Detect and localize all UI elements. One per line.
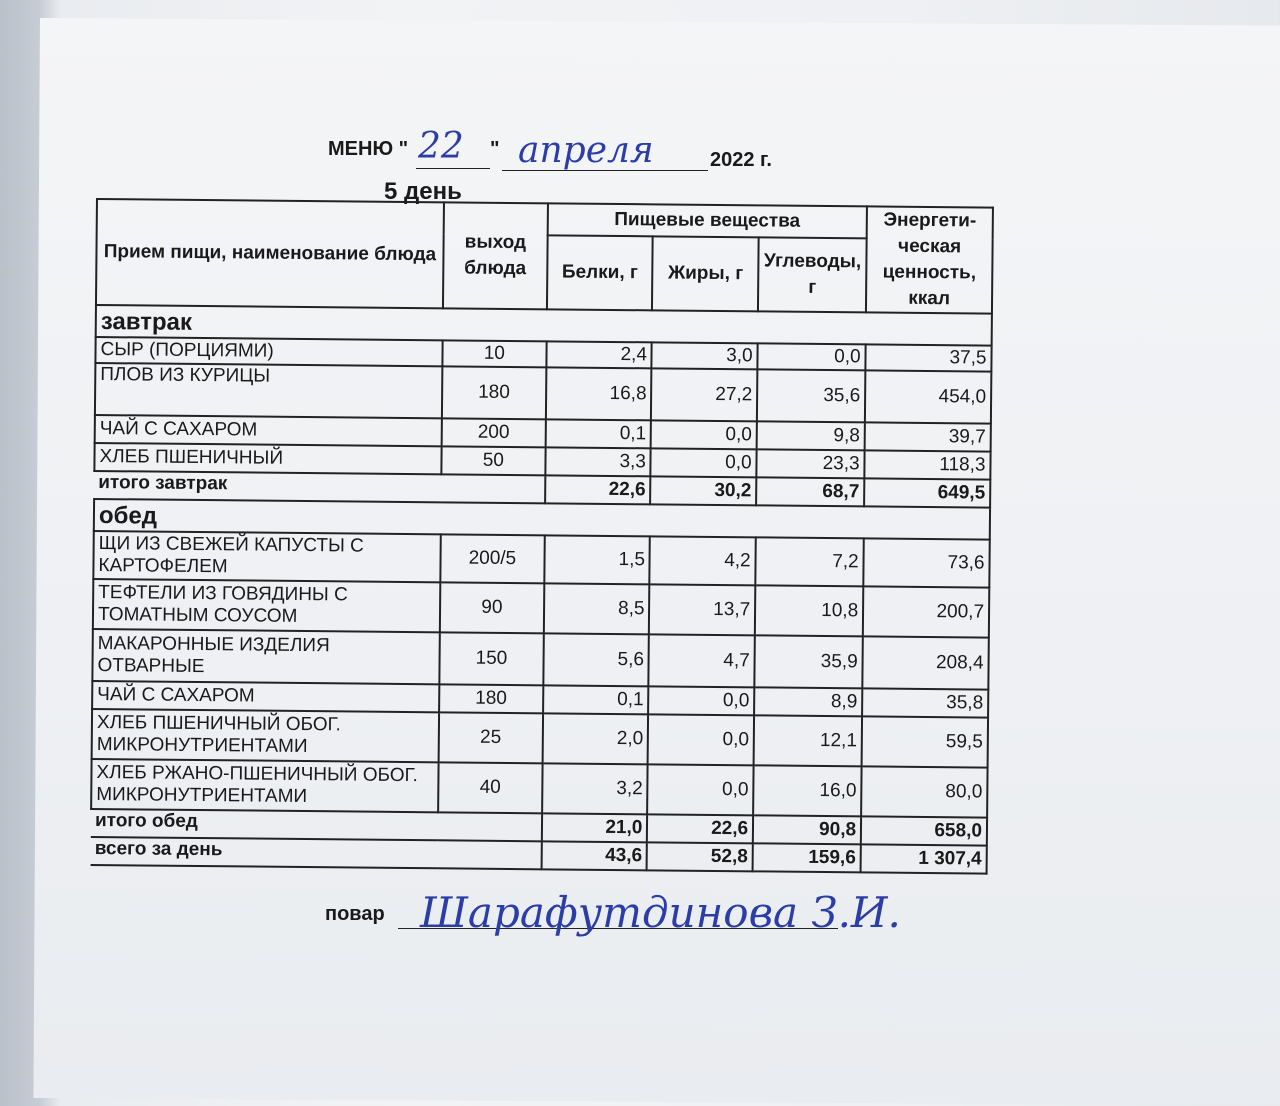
dish-fat: 0,0 <box>648 686 754 715</box>
total-protein: 43,6 <box>541 841 647 870</box>
day-underline <box>416 168 490 169</box>
dish-carbs: 35,9 <box>754 635 862 688</box>
dish-fat: 27,2 <box>651 368 757 421</box>
dish-carbs: 0,0 <box>758 343 866 370</box>
dish-name: ЩИ ИЗ СВЕЖЕЙ КАПУСТЫ С КАРТОФЕЛЕМ <box>93 531 440 582</box>
dish-energy: 35,8 <box>862 688 988 717</box>
col-fat-header: Жиры, г <box>652 236 758 311</box>
dish-carbs: 23,3 <box>756 449 864 478</box>
dish-output: 40 <box>438 762 542 813</box>
quote-open: " <box>398 138 409 160</box>
dish-protein: 0,1 <box>543 685 649 714</box>
dish-fat: 0,0 <box>648 764 754 815</box>
quote-close: " <box>490 138 500 160</box>
dish-output: 10 <box>442 340 546 367</box>
dish-energy: 37,5 <box>866 344 992 371</box>
total-carbs: 90,8 <box>753 815 861 844</box>
col-name-header: Прием пищи, наименование блюда <box>96 199 444 308</box>
dish-fat: 3,0 <box>652 342 758 369</box>
dish-protein: 0,1 <box>545 419 651 448</box>
table-row <box>93 531 989 588</box>
total-fat: 30,2 <box>651 476 757 505</box>
col-energy-header: Энергети-ческая ценность, ккал <box>866 206 993 313</box>
col-nutrients-header: Пищевые вещества <box>547 203 867 238</box>
menu-table <box>90 198 994 875</box>
dish-energy: 39,7 <box>865 422 991 451</box>
dish-output: 150 <box>439 632 543 685</box>
dish-protein: 2,0 <box>542 713 648 764</box>
col-output-header: выход блюда <box>443 202 548 309</box>
dish-carbs: 10,8 <box>755 585 863 636</box>
dish-energy: 73,6 <box>863 538 989 587</box>
dish-carbs: 8,9 <box>754 687 862 716</box>
dish-output: 25 <box>439 712 543 763</box>
dish-name: ХЛЕБ ПШЕНИЧНЫЙ ОБОГ. МИКРОНУТРИЕНТАМИ <box>92 709 439 762</box>
dish-name: МАКАРОННЫЕ ИЗДЕЛИЯ ОТВАРНЫЕ <box>92 629 439 684</box>
dish-protein: 3,2 <box>542 763 648 814</box>
dish-name: СЫР (ПОРЦИЯМИ) <box>95 337 442 366</box>
dish-name: ЧАЙ С САХАРОМ <box>92 681 439 712</box>
table-row <box>95 363 991 424</box>
table-row <box>93 579 989 638</box>
total-fat: 22,6 <box>647 814 753 843</box>
section-lunch-title: обед <box>94 499 990 540</box>
dish-energy: 454,0 <box>865 370 991 423</box>
dish-output: 200 <box>442 418 546 447</box>
dish-fat: 13,7 <box>649 584 755 635</box>
total-carbs: 68,7 <box>756 477 864 506</box>
total-energy: 1 307,4 <box>861 844 987 873</box>
dish-output: 200/5 <box>440 534 544 583</box>
dish-output: 180 <box>442 366 546 419</box>
dish-energy: 208,4 <box>862 636 988 689</box>
dish-fat: 0,0 <box>651 420 757 449</box>
total-protein: 22,6 <box>545 475 651 504</box>
handwritten-month: апреля <box>518 130 654 171</box>
dish-output: 180 <box>439 684 543 713</box>
day-number: 5 день <box>384 178 462 205</box>
menu-title <box>328 138 408 161</box>
breakfast-total-label: итого завтрак <box>94 471 545 503</box>
total-energy: 658,0 <box>861 816 987 845</box>
menu-year: 2022 г. <box>710 149 772 171</box>
table-row <box>91 759 987 818</box>
total-carbs: 159,6 <box>753 843 861 872</box>
table-row <box>92 629 988 690</box>
dish-carbs: 12,1 <box>754 715 862 766</box>
dish-protein: 5,6 <box>543 633 649 686</box>
month-underline <box>502 170 708 171</box>
dish-carbs: 7,2 <box>755 537 863 586</box>
col-carbs-header: Углеводы, г <box>758 237 867 312</box>
dish-carbs: 35,6 <box>757 369 865 422</box>
lunch-total-label: итого обед <box>91 809 542 841</box>
handwritten-day: 22 <box>418 126 464 167</box>
dish-name: ХЛЕБ ПШЕНИЧНЫЙ <box>94 443 441 474</box>
dish-protein: 8,5 <box>544 583 650 634</box>
dish-energy: 118,3 <box>864 450 990 479</box>
total-fat: 52,8 <box>647 842 753 871</box>
total-protein: 21,0 <box>542 813 648 842</box>
dish-output: 90 <box>440 582 544 633</box>
dish-fat: 4,2 <box>650 536 756 585</box>
dish-name: ПЛОВ ИЗ КУРИЦЫ <box>95 363 442 418</box>
col-protein-header: Белки, г <box>547 235 653 310</box>
dish-energy: 59,5 <box>862 716 988 767</box>
dish-protein: 3,3 <box>545 447 651 476</box>
dish-carbs: 9,8 <box>757 421 865 450</box>
cook-signature: Шарафутдинова З.И. <box>420 888 901 937</box>
dish-protein: 16,8 <box>546 367 652 420</box>
dish-protein: 2,4 <box>546 341 652 368</box>
dish-energy: 200,7 <box>863 586 989 637</box>
dish-name: ТЕФТЕЛИ ИЗ ГОВЯДИНЫ С ТОМАТНЫМ СОУСОМ <box>93 579 440 632</box>
dish-protein: 1,5 <box>544 535 650 584</box>
dish-name: ЧАЙ С САХАРОМ <box>95 415 442 446</box>
dish-fat: 0,0 <box>651 448 757 477</box>
dish-energy: 80,0 <box>861 766 987 817</box>
cook-label: повар <box>325 903 385 925</box>
dish-carbs: 16,0 <box>753 765 861 816</box>
dish-fat: 0,0 <box>648 714 754 765</box>
dish-output: 50 <box>441 446 545 475</box>
table-row <box>92 709 988 768</box>
menu-label: МЕНЮ <box>328 138 394 160</box>
section-breakfast-title: завтрак <box>96 305 992 346</box>
day-total-label: всего за день <box>91 837 542 869</box>
dish-fat: 4,7 <box>649 634 755 687</box>
dish-name: ХЛЕБ РЖАНО-ПШЕНИЧНЫЙ ОБОГ. МИКРОНУТРИЕНТАМИ <box>91 759 438 812</box>
total-energy: 649,5 <box>864 478 990 507</box>
